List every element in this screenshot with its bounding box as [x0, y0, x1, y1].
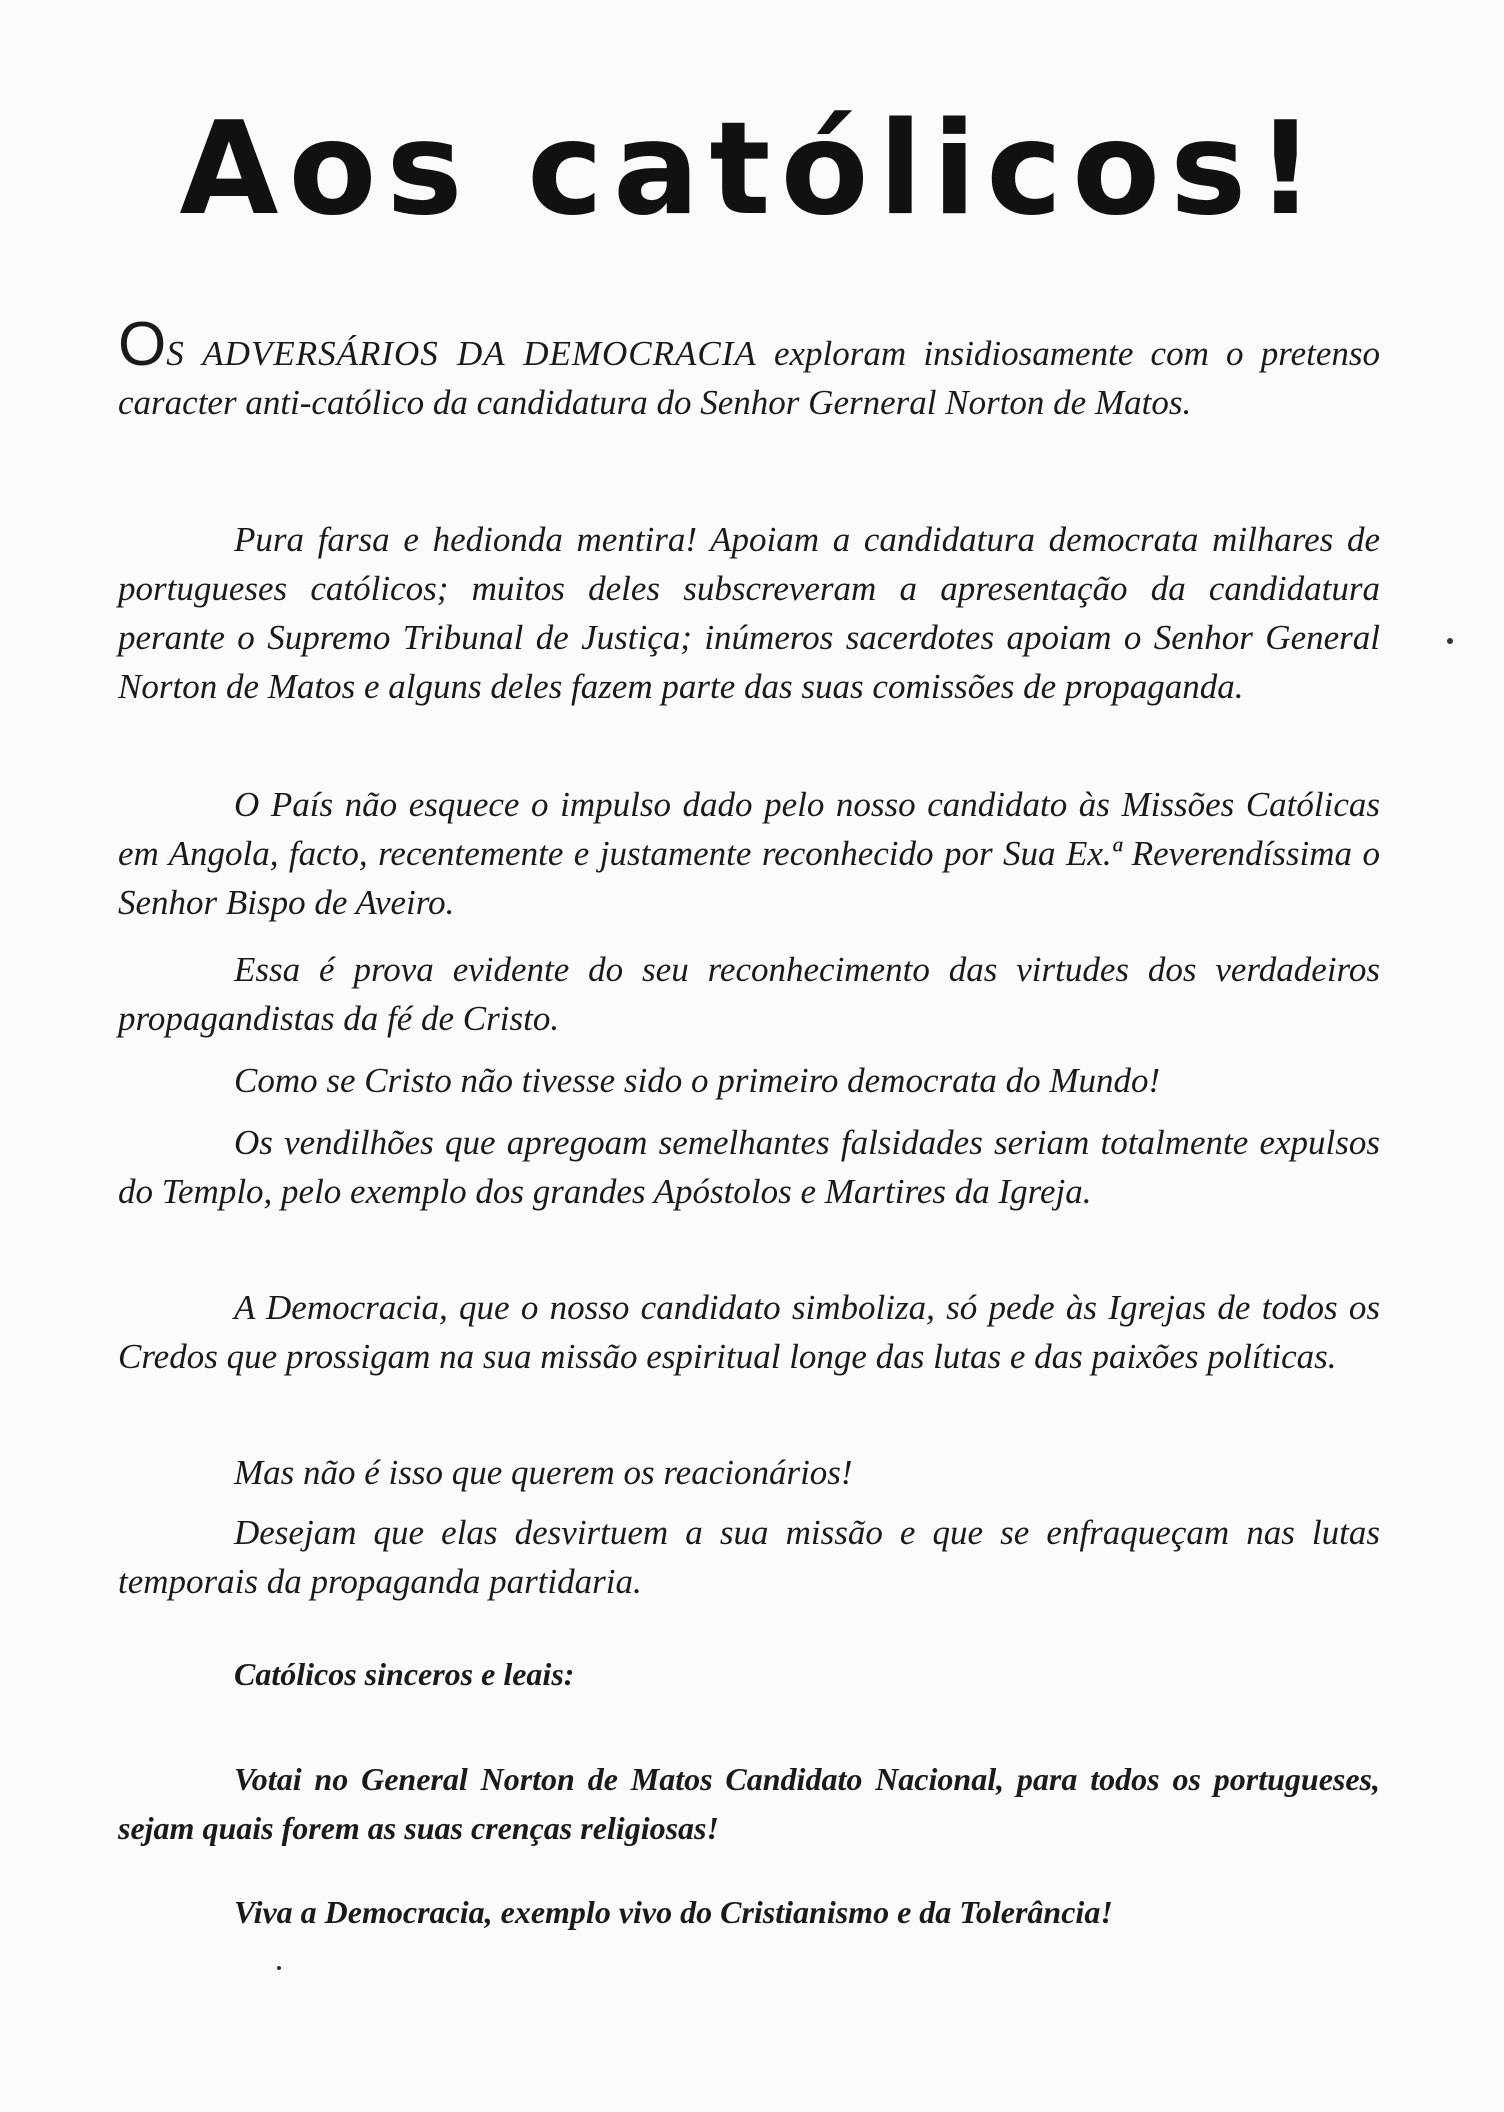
intro-lead: S ADVERSÁRIOS DA DEMOCRACIA: [166, 334, 757, 373]
paragraph-11: [118, 1755, 1380, 1853]
paragraph-intro: [118, 310, 1380, 427]
paragraph-7-text: A Democracia, que o nosso candidato simboliza, só pede às Igrejas de todos os Credos que prossigam na sua missão espiritual longe das lutas e das paixões políticas.: [118, 1288, 1380, 1376]
paragraph-10-text: Católicos sinceros e leais:: [234, 1656, 575, 1692]
paragraph-5-text: Como se Cristo não tivesse sido o primeiro democrata do Mundo!: [234, 1061, 1161, 1100]
paragraph-3: [118, 780, 1380, 927]
paragraph-9: [118, 1508, 1380, 1606]
paragraph-10: [118, 1650, 1380, 1699]
paragraph-2-text: Pura farsa e hedionda mentira! Apoiam a candidatura democrata milhares de portugueses católicos; muitos deles subscreveram a apresentação da candidatura perante o Supremo Tribunal de Justiça; inúmeros sacerdotes apoiam o Senhor General Norton de Matos e alguns deles fazem parte das suas comissões de propaganda.: [118, 520, 1380, 706]
paragraph-9-text: Desejam que elas desvirtuem a sua missão e que se enfraqueçam nas lutas temporais da propaganda partidaria.: [118, 1513, 1380, 1601]
paragraph-5: [118, 1056, 1380, 1105]
ink-speck: [277, 1966, 281, 1970]
paragraph-12-text: Viva a Democracia, exemplo vivo do Cristianismo e da Tolerância!: [234, 1894, 1113, 1930]
intro-text: [118, 310, 1380, 427]
paragraph-4: [118, 945, 1380, 1043]
paragraph-12: [118, 1888, 1380, 1937]
drop-cap: O: [118, 310, 167, 379]
page-title: Aos católicos!: [179, 95, 1325, 244]
paragraph-2: [118, 515, 1380, 711]
paragraph-4-text: Essa é prova evidente do seu reconhecimento das virtudes dos verdadeiros propagandistas da fé de Cristo.: [118, 950, 1380, 1038]
paragraph-11-text: Votai no General Norton de Matos Candidato Nacional, para todos os portugueses, sejam quais forem as suas crenças religiosas!: [118, 1761, 1380, 1846]
intro-body: exploram insidiosamente com o pretenso caracter anti-católico da candidatura do Senhor Gerneral Norton de Matos.: [118, 334, 1380, 422]
ink-speck: [1447, 638, 1453, 644]
paragraph-7: [118, 1283, 1380, 1381]
paragraph-8: [118, 1448, 1380, 1497]
paragraph-8-text: Mas não é isso que querem os reacionários!: [234, 1453, 853, 1492]
paragraph-3-text: O País não esquece o impulso dado pelo nosso candidato às Missões Católicas em Angola, facto, recentemente e justamente reconhecido por Sua Ex.ª Reverendíssima o Senhor Bispo de Aveiro.: [118, 785, 1380, 922]
paragraph-6-text: Os vendilhões que apregoam semelhantes falsidades seriam totalmente expulsos do Templo, pelo exemplo dos grandes Apóstolos e Martires da Igreja.: [118, 1123, 1380, 1211]
paragraph-6: [118, 1118, 1380, 1216]
